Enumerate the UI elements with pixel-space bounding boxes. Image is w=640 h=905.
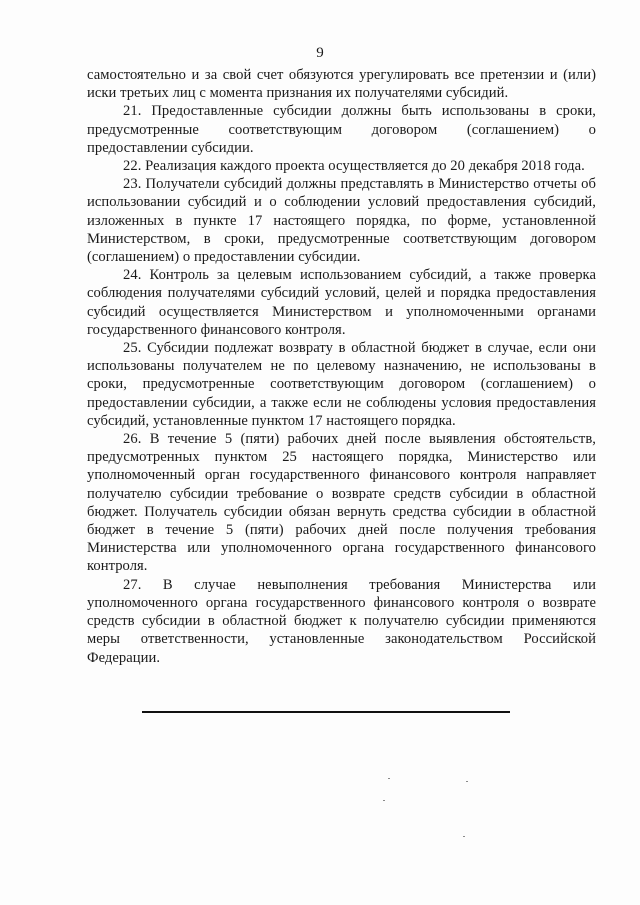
scan-speck [463,836,465,837]
page-number: 9 [316,45,324,61]
paragraph-24: 24. Контроль за целевым использованием субсидий, а также проверка соблюдения получателями субсидий условий, целей и порядка предоставления субсидий осуществляется Министерством и уполномоченными органами государственного финансового контроля. [87,267,596,338]
scan-speck [383,800,385,801]
document-body [87,66,596,667]
paragraph-22: 22. Реализация каждого проекта осуществляется до 20 декабря 2018 года. [123,158,585,175]
end-divider-line [142,711,510,713]
paragraph-21: 21. Предоставленные субсидии должны быть использованы в сроки, предусмотренные соответствующим договором (соглашением) о предоставлении субсидии. [87,103,596,156]
paragraph-26: 26. В течение 5 (пяти) рабочих дней после выявления обстоятельств, предусмотренных пунктом 25 настоящего порядка, Министерство или уполномоченный орган государственного финансового контроля направляет получателю субсидии требование о возврате средств субсидии в областной бюджет. Получатель субсидии обязан вернуть средства субсидии в областной бюджет в течение 5 (пяти) рабочих дней после получения требования Министерства или уполномоченного органа государственного финансового контроля. [87,431,596,575]
paragraph-23: 23. Получатели субсидий должны представлять в Министерство отчеты об использовании субсидий и о соблюдении условий предоставления субсидий, изложенных в пункте 17 настоящего порядка, по форме, установленной Министерством, в сроки, предусмотренные соответствующим договором (соглашением) о предоставлении субсидии. [87,176,596,266]
paragraph-25: 25. Субсидии подлежат возврату в областной бюджет в случае, если они использованы получателем не по целевому назначению, не использованы в сроки, предусмотренные соответствующим договором (соглашением) о предоставлении субсидии, а также если не соблюдены условия предоставления субсидий, установленные пунктом 17 настоящего порядка. [87,340,596,429]
paragraph-27: 27. В случае невыполнения требования Министерства или уполномоченного органа государственного финансового контроля о возврате средств субсидии в областной бюджет к получателю субсидии применяются меры ответственности, установленные законодательством Российской Федерации. [87,576,596,666]
scan-speck [388,778,390,779]
paragraph-continuation: самостоятельно и за свой счет обязуются урегулировать все претензии и (или) иски третьих лиц с момента признания их получателями субсидий. [87,67,596,102]
scan-speck [466,781,468,782]
